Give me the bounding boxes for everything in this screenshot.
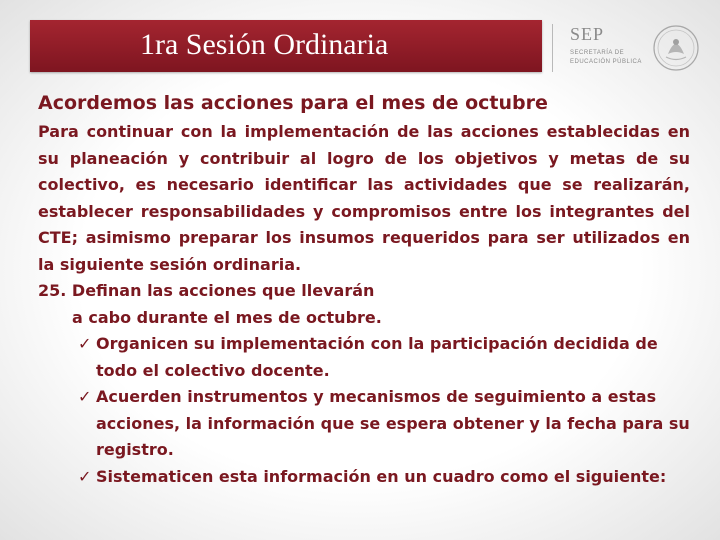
checklist-item [78, 464, 690, 491]
sep-subtitle-line2: EDUCACIÓN PÚBLICA [570, 59, 642, 65]
checklist-item-text: Sistematicen esta información en un cuadro como el siguiente: [96, 466, 667, 486]
checklist-item [78, 384, 690, 464]
checklist-item [78, 331, 690, 384]
section-heading: Acordemos las acciones para el mes de octubre [38, 92, 548, 114]
numbered-item [38, 278, 690, 305]
item-number: 25. [38, 281, 67, 300]
slide-content [38, 92, 690, 490]
coat-of-arms-icon [652, 24, 700, 72]
check-icon: ✓ [78, 466, 92, 486]
checklist [78, 331, 690, 490]
sep-subtitle-line1: SECRETARÍA DE [570, 50, 625, 56]
checklist-item-text: Acuerden instrumentos y mecanismos de seguimiento a estas acciones, la información que se espera obtener y la fecha para su registro. [96, 387, 690, 459]
slide-title: 1ra Sesión Ordinaria [140, 28, 389, 61]
item-text: Definan las acciones que llevarán [71, 281, 375, 300]
checklist-item-text: Organicen su implementación con la participación decidida de todo el colectivo docente. [96, 334, 658, 380]
sep-wordmark: SEP [570, 24, 605, 44]
check-icon: ✓ [78, 334, 92, 353]
sep-logo [552, 22, 712, 74]
intro-paragraph: Para continuar con la implementación de las acciones establecidas en su planeación y contribuir al logro de los objetivos y metas de su colectivo, es necesario identificar las actividades que se realizarán, establecer responsabilidades y compromisos entre los integrantes del CTE; asimismo preparar los insumos requeridos para ser utilizados en la siguiente sesión ordinaria. [38, 122, 690, 274]
logo-divider [552, 24, 553, 72]
item-continuation: a cabo durante el mes de octubre. [72, 307, 382, 327]
title-banner [30, 20, 542, 72]
check-icon: ✓ [78, 387, 92, 406]
